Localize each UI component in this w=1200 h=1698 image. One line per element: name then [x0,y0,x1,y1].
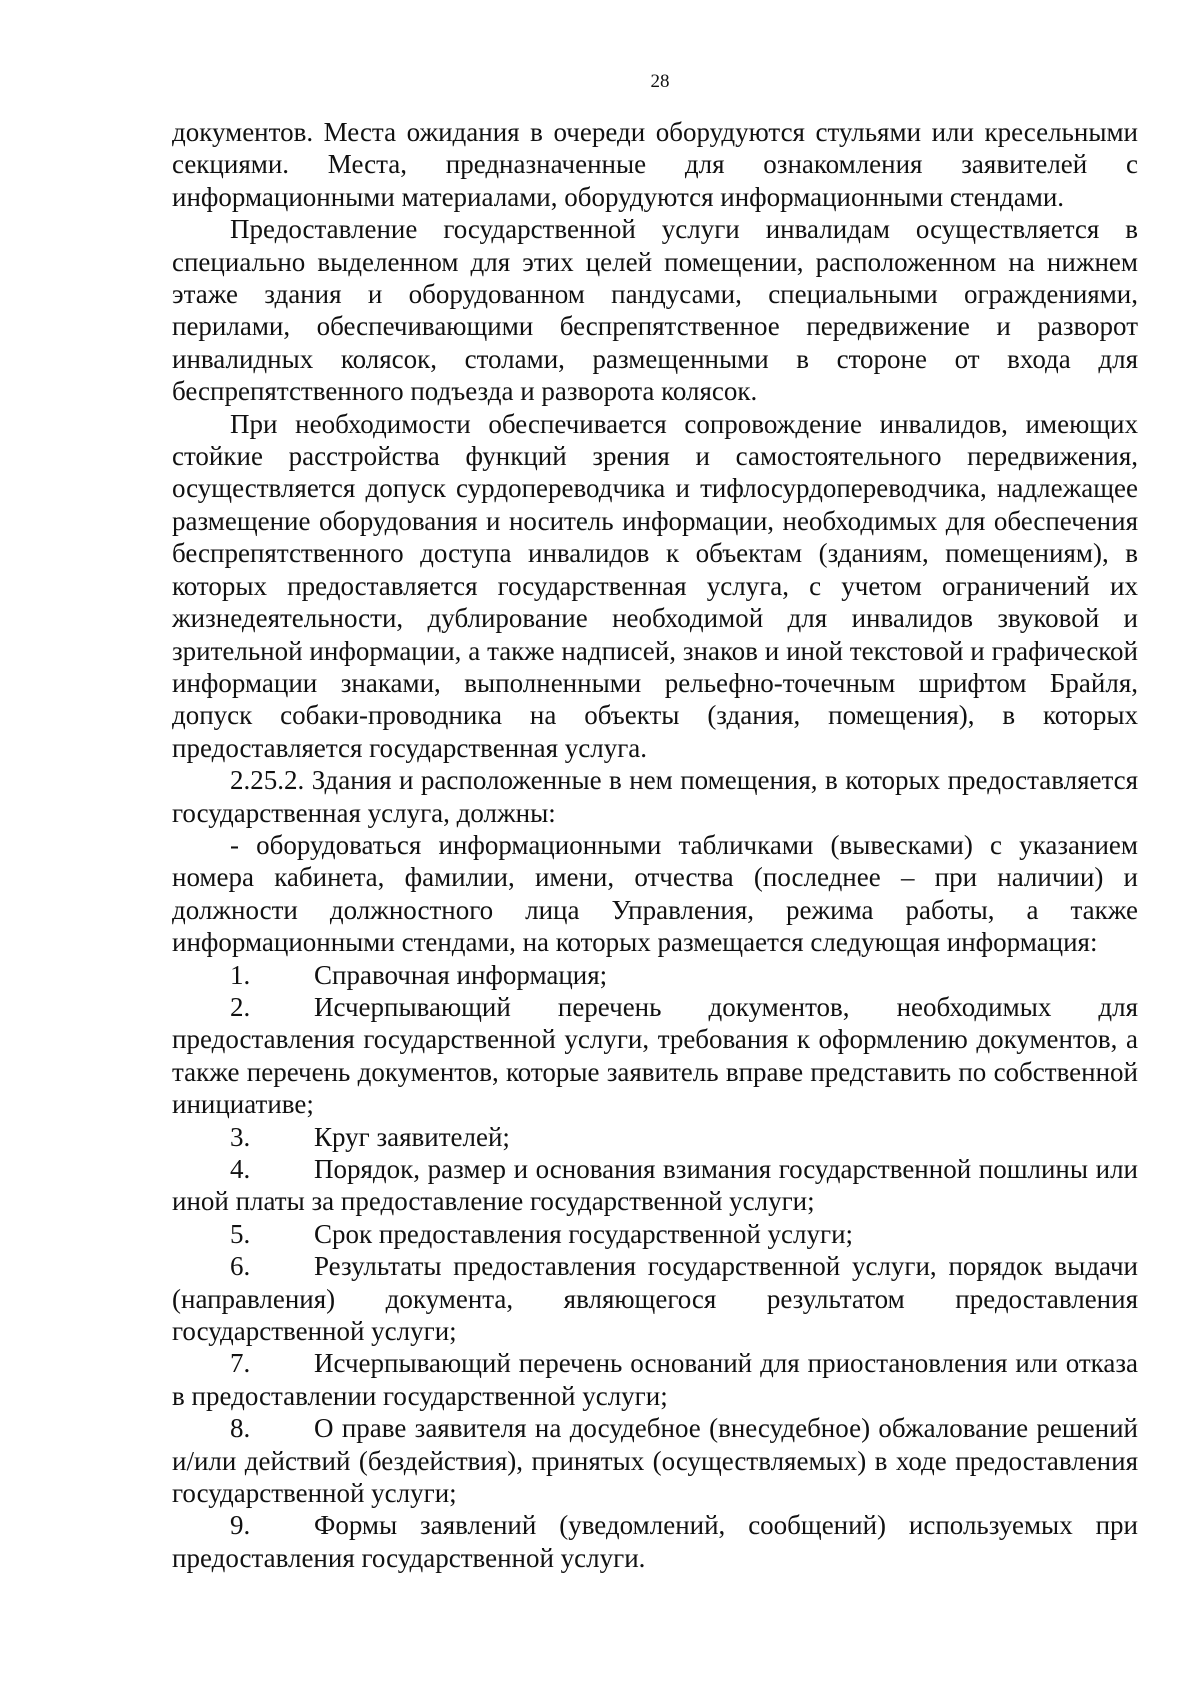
list-item [172,959,1138,991]
list-item [172,1121,1138,1153]
page-number: 28 [650,71,670,92]
list-item-text: Круг заявителей; [314,1121,510,1152]
paragraph-requirements: - оборудоваться информационными табличками (вывесками) с указанием номера кабинета, фамилии, имени, отчества (последнее – при наличии) и должности должностного лица Управления, режима работы, а также информационными стендами, на которых размещается следующая информация: [172,829,1138,958]
list-item-text: О праве заявителя на досудебное (внесудебное) обжалование решений и/или действий (бездействия), принятых (осуществляемых) в ходе предоставления государственной услуги; [172,1413,1138,1509]
list-item-number: 2. [230,991,251,1022]
list-item-number: 5. [230,1218,251,1249]
list-item [172,1509,1138,1574]
list-item-text: Результаты предоставления государственной услуги, порядок выдачи (направления) документа, являющегося результатом предоставления государственной услуги; [172,1251,1138,1347]
paragraph-section-2-25-2: 2.25.2. Здания и расположенные в нем помещения, в которых предоставляется государственная услуга, должны: [172,765,1138,828]
list-item-number: 8. [230,1413,251,1444]
list-item [172,1218,1138,1250]
list-item-number: 1. [230,959,251,990]
list-item-number: 7. [230,1348,251,1379]
list-item [172,1412,1138,1509]
list-item-text: Порядок, размер и основания взимания государственной пошлины или иной платы за предоставление государственной услуги; [172,1154,1138,1217]
paragraph-continuation: документов. Места ожидания в очереди оборудуются стульями или кресельными секциями. Места, предназначенные для ознакомления заявителей с информационными материалами, оборудуются информационными стендами. [172,117,1138,212]
list-item [172,1250,1138,1347]
list-item-text: Справочная информация; [314,959,608,990]
info-list [172,959,1138,1575]
list-item [172,1153,1138,1218]
list-item-number: 3. [230,1121,251,1152]
list-item [172,1347,1138,1412]
list-item-number: 6. [230,1251,251,1282]
list-item-text: Исчерпывающий перечень документов, необходимых для предоставления государственной услуги, требования к оформлению документов, а также перечень документов, которые заявитель вправе представить по собственной инициативе; [172,991,1138,1120]
paragraph-accessibility: Предоставление государственной услуги инвалидам осуществляется в специально выделенном для этих целей помещении, расположенном на нижнем этаже здания и оборудованном пандусами, специальными ограждениями, перилами, обеспечивающими беспрепятственное передвижение и разворот инвалидных колясок, столами, размещенными в стороне от входа для беспрепятственного подъезда и разворота колясок. [172,214,1138,407]
list-item-number: 4. [230,1154,251,1184]
paragraph-assistance: При необходимости обеспечивается сопровождение инвалидов, имеющих стойкие расстройства функций зрения и самостоятельного передвижения, осуществляется допуск сурдопереводчика и тифлосурдопереводчика, надлежащее размещение оборудования и носитель информации, необходимых для обеспечения беспрепятственного доступа инвалидов к объектам (зданиям, помещениям), в которых предоставляется государственная услуга, с учетом ограничений их жизнедеятельности, дублирование необходимой для инвалидов звуковой и зрительной информации, а также надписей, знаков и иной текстовой и графической информации знаками, выполненными рельефно-точечным шрифтом Брайля, допуск собаки-проводника на объекты (здания, помещения), в которых предоставляется государственная услуга. [172,408,1138,763]
document-body [172,116,1138,1574]
list-item-number: 9. [230,1510,251,1541]
list-item-text: Формы заявлений (уведомлений, сообщений) используемых при предоставления государственной услуги. [172,1510,1138,1573]
list-item-text: Срок предоставления государственной услуги; [314,1218,854,1249]
list-item [172,991,1138,1121]
list-item-text: Исчерпывающий перечень оснований для приостановления или отказа в предоставлении государственной услуги; [172,1348,1138,1411]
